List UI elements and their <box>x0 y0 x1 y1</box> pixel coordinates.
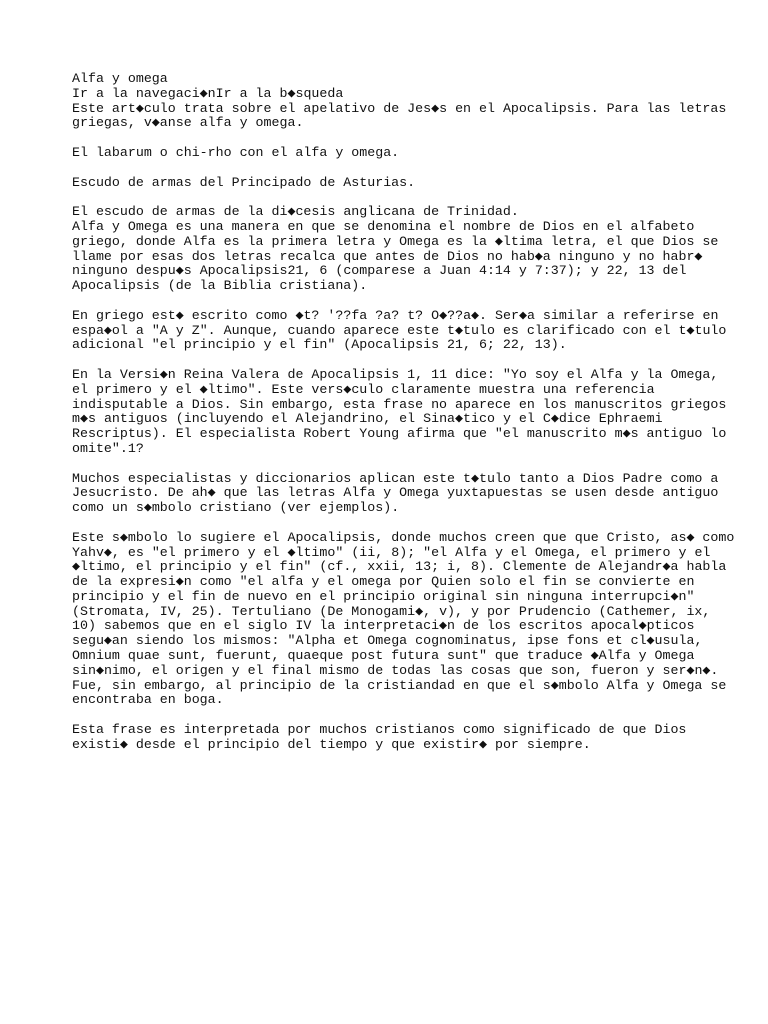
text-line: sin◆nimo, el origen y el final mismo de todas las cosas que son, fueron y ser◆n◆. <box>72 662 719 678</box>
paragraph-gap <box>72 161 712 176</box>
text-line: Jesucristo. De ah◆ que las letras Alfa y Omega yuxtapuestas se usen desde antiguo <box>72 485 719 501</box>
paragraph-gap <box>72 190 712 205</box>
text-line: griego, donde Alfa es la primera letra y Omega es la ◆ltima letra, el que Dios se <box>72 233 719 249</box>
text-line: griegas, v◆anse alfa y omega. <box>72 115 304 131</box>
document-body <box>72 71 735 753</box>
navigation-links[interactable]: Ir a la navegaci◆nIr a la b◆squeda <box>72 85 344 101</box>
text-line: adicional "el principio y el fin" (Apocalipsis 21, 6; 22, 13). <box>72 337 567 353</box>
paragraph-gap <box>72 457 712 472</box>
paragraph-gap <box>72 294 712 309</box>
text-line: Omnium quae sunt, fuerunt, quaeque post futura sunt" que traduce ◆Alfa y Omega <box>72 648 695 664</box>
text-line: Yahv◆, es "el primero y el ◆ltimo" (ii, 8); "el Alfa y el Omega, el primero y el <box>72 544 711 560</box>
text-line: de la expresi◆n como "el alfa y el omega por Quien solo el fin se convierte en <box>72 574 695 590</box>
text-line: ninguno despu◆s Apocalipsis21, 6 (comparese a Juan 4:14 y 7:37); y 22, 13 del <box>72 263 687 279</box>
paragraph-greek <box>72 307 727 353</box>
page-title: Alfa y omega <box>72 71 168 86</box>
text-line: m◆s antiguos (incluyendo el Alejandrino, el Sina◆tico y el C◆dice Ephraemi <box>72 411 663 427</box>
text-line: El labarum o chi-rho con el alfa y omega. <box>72 144 400 160</box>
text-line: principio y el fin de nuevo en el principio original sin ninguna interrupci◆n" <box>72 588 695 604</box>
paragraph-gap <box>72 353 712 368</box>
paragraph-reina-valera <box>72 366 727 457</box>
text-line: (Stromata, IV, 25). Tertuliano (De Monogami◆, v), y por Prudencio (Cathemer, ix, <box>72 603 711 619</box>
paragraph-caption-labarum <box>72 146 712 161</box>
text-line: El escudo de armas de la di◆cesis anglicana de Trinidad. <box>72 204 519 220</box>
text-line: Muchos especialistas y diccionarios aplican este t◆tulo tanto a Dios Padre como a <box>72 470 719 486</box>
paragraph-symbol <box>72 529 735 709</box>
text-line: espa◆ol a "A y Z". Aunque, cuando aparece este t◆tulo es clarificado con el t◆tulo <box>72 322 727 338</box>
text-line: Rescriptus). El especialista Robert Young afirma que "el manuscrito m◆s antiguo lo <box>72 426 727 442</box>
text-line: En la Versi◆n Reina Valera de Apocalipsis 1, 11 dice: "Yo soy el Alfa y la Omega, <box>72 366 719 382</box>
paragraph-conclusion <box>72 723 712 753</box>
text-line: Fue, sin embargo, al principio de la cristiandad en que el s◆mbolo Alfa y Omega se <box>72 677 727 693</box>
text-line: Este art◆culo trata sobre el apelativo de Jes◆s en el Apocalipsis. Para las letras <box>72 100 727 116</box>
paragraph-gap <box>72 516 712 531</box>
text-line: Esta frase es interpretada por muchos cristianos como significado de que Dios <box>72 722 687 738</box>
paragraph-specialists <box>72 470 719 516</box>
text-line: Apocalipsis (de la Biblia cristiana). <box>72 278 368 294</box>
paragraph-gap <box>72 708 712 723</box>
text-line: En griego est◆ escrito como ◆t? '??fa ?a? t? O◆??a◆. Ser◆a similar a referirse en <box>72 307 719 323</box>
text-line: el primero y el ◆ltimo". Este vers◆culo claramente muestra una referencia <box>72 381 655 397</box>
text-line: encontraba en boga. <box>72 692 224 708</box>
text-line: omite".1? <box>72 440 144 456</box>
text-line: llame por esas dos letras recalca que antes de Dios no hab◆a ninguno y no habr◆ <box>72 248 703 264</box>
text-line: segu◆an siendo los mismos: "Alpha et Omega cognominatus, ipse fons et cl◆usula, <box>72 633 703 649</box>
text-line: Este s◆mbolo lo sugiere el Apocalipsis, donde muchos creen que que Cristo, as◆ como <box>72 529 735 545</box>
paragraph-title <box>72 71 727 131</box>
text-line: Alfa y Omega es una manera en que se denomina el nombre de Dios en el alfabeto <box>72 218 695 234</box>
text-line: como un s◆mbolo cristiano (ver ejemplos). <box>72 500 400 516</box>
text-line: 10) sabemos que en el siglo IV la interpretaci◆n de los escritos apocal◆pticos <box>72 618 695 634</box>
text-line: indisputable a Dios. Sin embargo, esta frase no aparece en los manuscritos griegos <box>72 396 727 412</box>
paragraph-gap <box>72 131 712 146</box>
paragraph-caption-asturias <box>72 176 712 191</box>
paragraph-intro <box>72 204 719 294</box>
text-line: ◆ltimo, el principio y el fin" (cf., xxii, 13; i, 8). Clemente de Alejandr◆a habla <box>72 559 727 575</box>
text-line: Escudo de armas del Principado de Asturias. <box>72 174 416 190</box>
text-line: existi◆ desde el principio del tiempo y que existir◆ por siempre. <box>72 736 591 752</box>
